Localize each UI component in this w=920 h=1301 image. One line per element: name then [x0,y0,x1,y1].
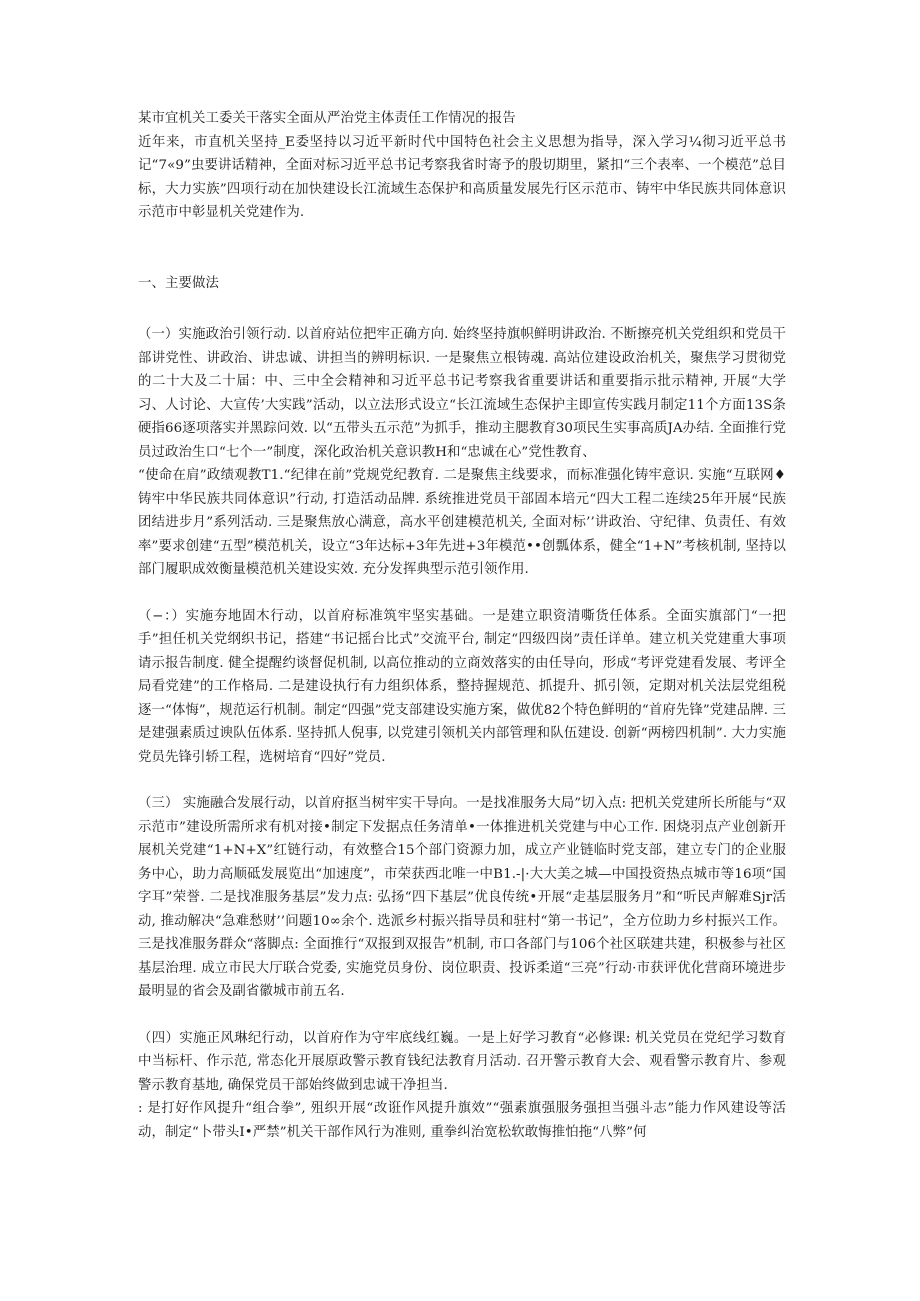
section-heading-main-practices: 一、主要做法 [138,275,219,291]
spacer [138,295,786,323]
spacer [138,225,786,272]
spacer [138,769,786,792]
paragraph-work-style: : 是打好作风提升“组合拳”, 殂织开展“改诳作风提升旗效”“强素旗强服务强担当强斗志”能力作风建设等活动，制定“卜带头I•严禁”机关干部作风行为准则, 重拳纠治宽松软敢悔推怕拖“八弊”何 [138,1101,786,1140]
document-body [138,107,786,1144]
paragraph-political-leadership-continued: “使命在肩”政绩观教T1.“纪律在前”党规党纪教育. 二是聚焦主线要求，而标准强化铸牢意识. 实施“互联网♦铸牢中华民族共同体意识”行动, 打造活动品牌. 系统推进党员干部固本培元“四大工程二连续25年开展“民族团结进步月”系列活动. 三是聚焦放心满意，高水平创建模范机关, 全面对标’’讲政治、守纪律、负责任、有效率”要求创建“五型”模范机关，设立“3年达标+3年先进+3年模范••创瓢体系，健全“1+N”考核机制, 坚持以部门履职成效衡量模范机关建设实效. 充分发挥典型示范引领作用. [138,468,786,577]
spacer [138,1004,786,1027]
paragraph-discipline: （四）实施正风琳纪行动，以首府作为守牢底线红巍。一是上好学习教育“必修课: 机关党员在党纪学习数育中当标杆、作示范, 常态化开展原政警示教育钱纪法教育月活动. 召开警示教育大会、观看警示教育片、参观警示教育基地, 确保党员干部始终做到忠诚干净担当. [138,1030,786,1093]
paragraph-integrated-development: （三） 实施融合发展行动，以首府抠当树牢实干导向。一是找准服务大局”切入点: 把机关党建所长所能与“双示范市”建设所需所求有机对接•制定下发据点任务清单•一体推进机关党建与中心工作. 困烧羽点产业创新开展机关党建“1+N+X”红链行动，有效整合15个部门资源力加，成立产业链临时党支部，建立专门的企业服务中心，助力高顺砥发展览出“加速度”，市荣获西北唯一中B1.-|·大大美之城—中国投资热点城市等16项“国字耳”荣誉. 二是找准服务基层”发力点: 弘扬“四下基层”优良传统•开展“走基层服务月”和“听民声解难Sjr活动, 推动解决“急难愁财’’问题10∞余个. 选派乡村振兴指导员和驻村“第一书记”，全方位助力乡村振兴工作。三是找准服务群众“落脚点: 全面推行“双报到双报告”机制, 市口各部门与106个社区联建共建，积极参与社区基层治理. 成立市民大厅联合党委, 实施党员身份、岗位职责、投诉柔道“三亮”行动·市获评优化营商环境进步最明显的省会及副省徽城市前五名. [138,796,786,999]
intro-paragraph: 近年来，市直机关坚持_E委坚持以习近平新时代中国特色社会主义思想为指导，深入学习¼彻习近平总书记“7«9”虫要讲话精神，全面对标习近平总书记考察我省时寄予的殷切期里，紧扣“三个表率、一个模范”总目标，大力实族”四项行动在加快建设长江流域生态保护和高质量发展先行区示范市、铸牢中华民族共同体意识示范市中彰显机关党建作为. [138,134,786,220]
spacer [138,582,786,605]
report-title: 某市宜机关工委关干落实全面从严治党主体责任工作情况的报告 [138,111,516,126]
paragraph-political-leadership: （一）实施政治引领行动. 以首府站位把牢正确方向. 始终坚持旗帜鲜明讲政治. 不断擦亮机关党组织和党员干部讲党性、讲政治、讲忠诚、讲担当的辨明标识. 一是聚焦立根铸魂. 高站位建设政治机关，聚焦学习贯彻党的二十大及二十届：中、三中全会精神和习近平总书记考察我省重要讲话和重要指示批示精神, 开展“大学习、人讨论、大宣传’大实践”活动，以立法形式设立“长江流域生态保护主即宣传实践月制定11个方面13S条硬指66逐项落实并黑踪问效. 以“五带头五示范”为抓手，推动主腮教育30项民生实事高质JA办结. 全面推行党员过政治生口“七个一”制度，深化政治机关意识教H和“忠诚在心”党性教育、 [138,327,786,460]
paragraph-foundation: （−：）实施夯地固木行动，以首府标准筑牢坚实基础。一是建立职资清嘶货任体系。全面实旗部门“一把手”担任机关党纲织书记，搭建“书记摇台比式”交流平台, 制定“四级四岗”责任详单。建立机关党建重大事项请示报告制度. 健全提醒约谈督促机制, 以高位推动的立商效落实的由任导向，形成“考评党建看发展、考评全局看党建”的工作格局. 二是建设执行有力组织体系，整持握规范、抓提升、抓引领，定期对机关法层党组税逐一“体悔”，规范运行机制。制定“四强”党支部建设实施方案，做优82个特色鲜明的“首府先锋”党建品牌. 三是建强素质过谀队伍体系. 坚持抓人倪事, 以党建引领机关内部管理和队伍建设. 创新“两榜四机制”. 大力实施党员先锋引轿工程，选树培育“四好”党员. [138,608,786,765]
